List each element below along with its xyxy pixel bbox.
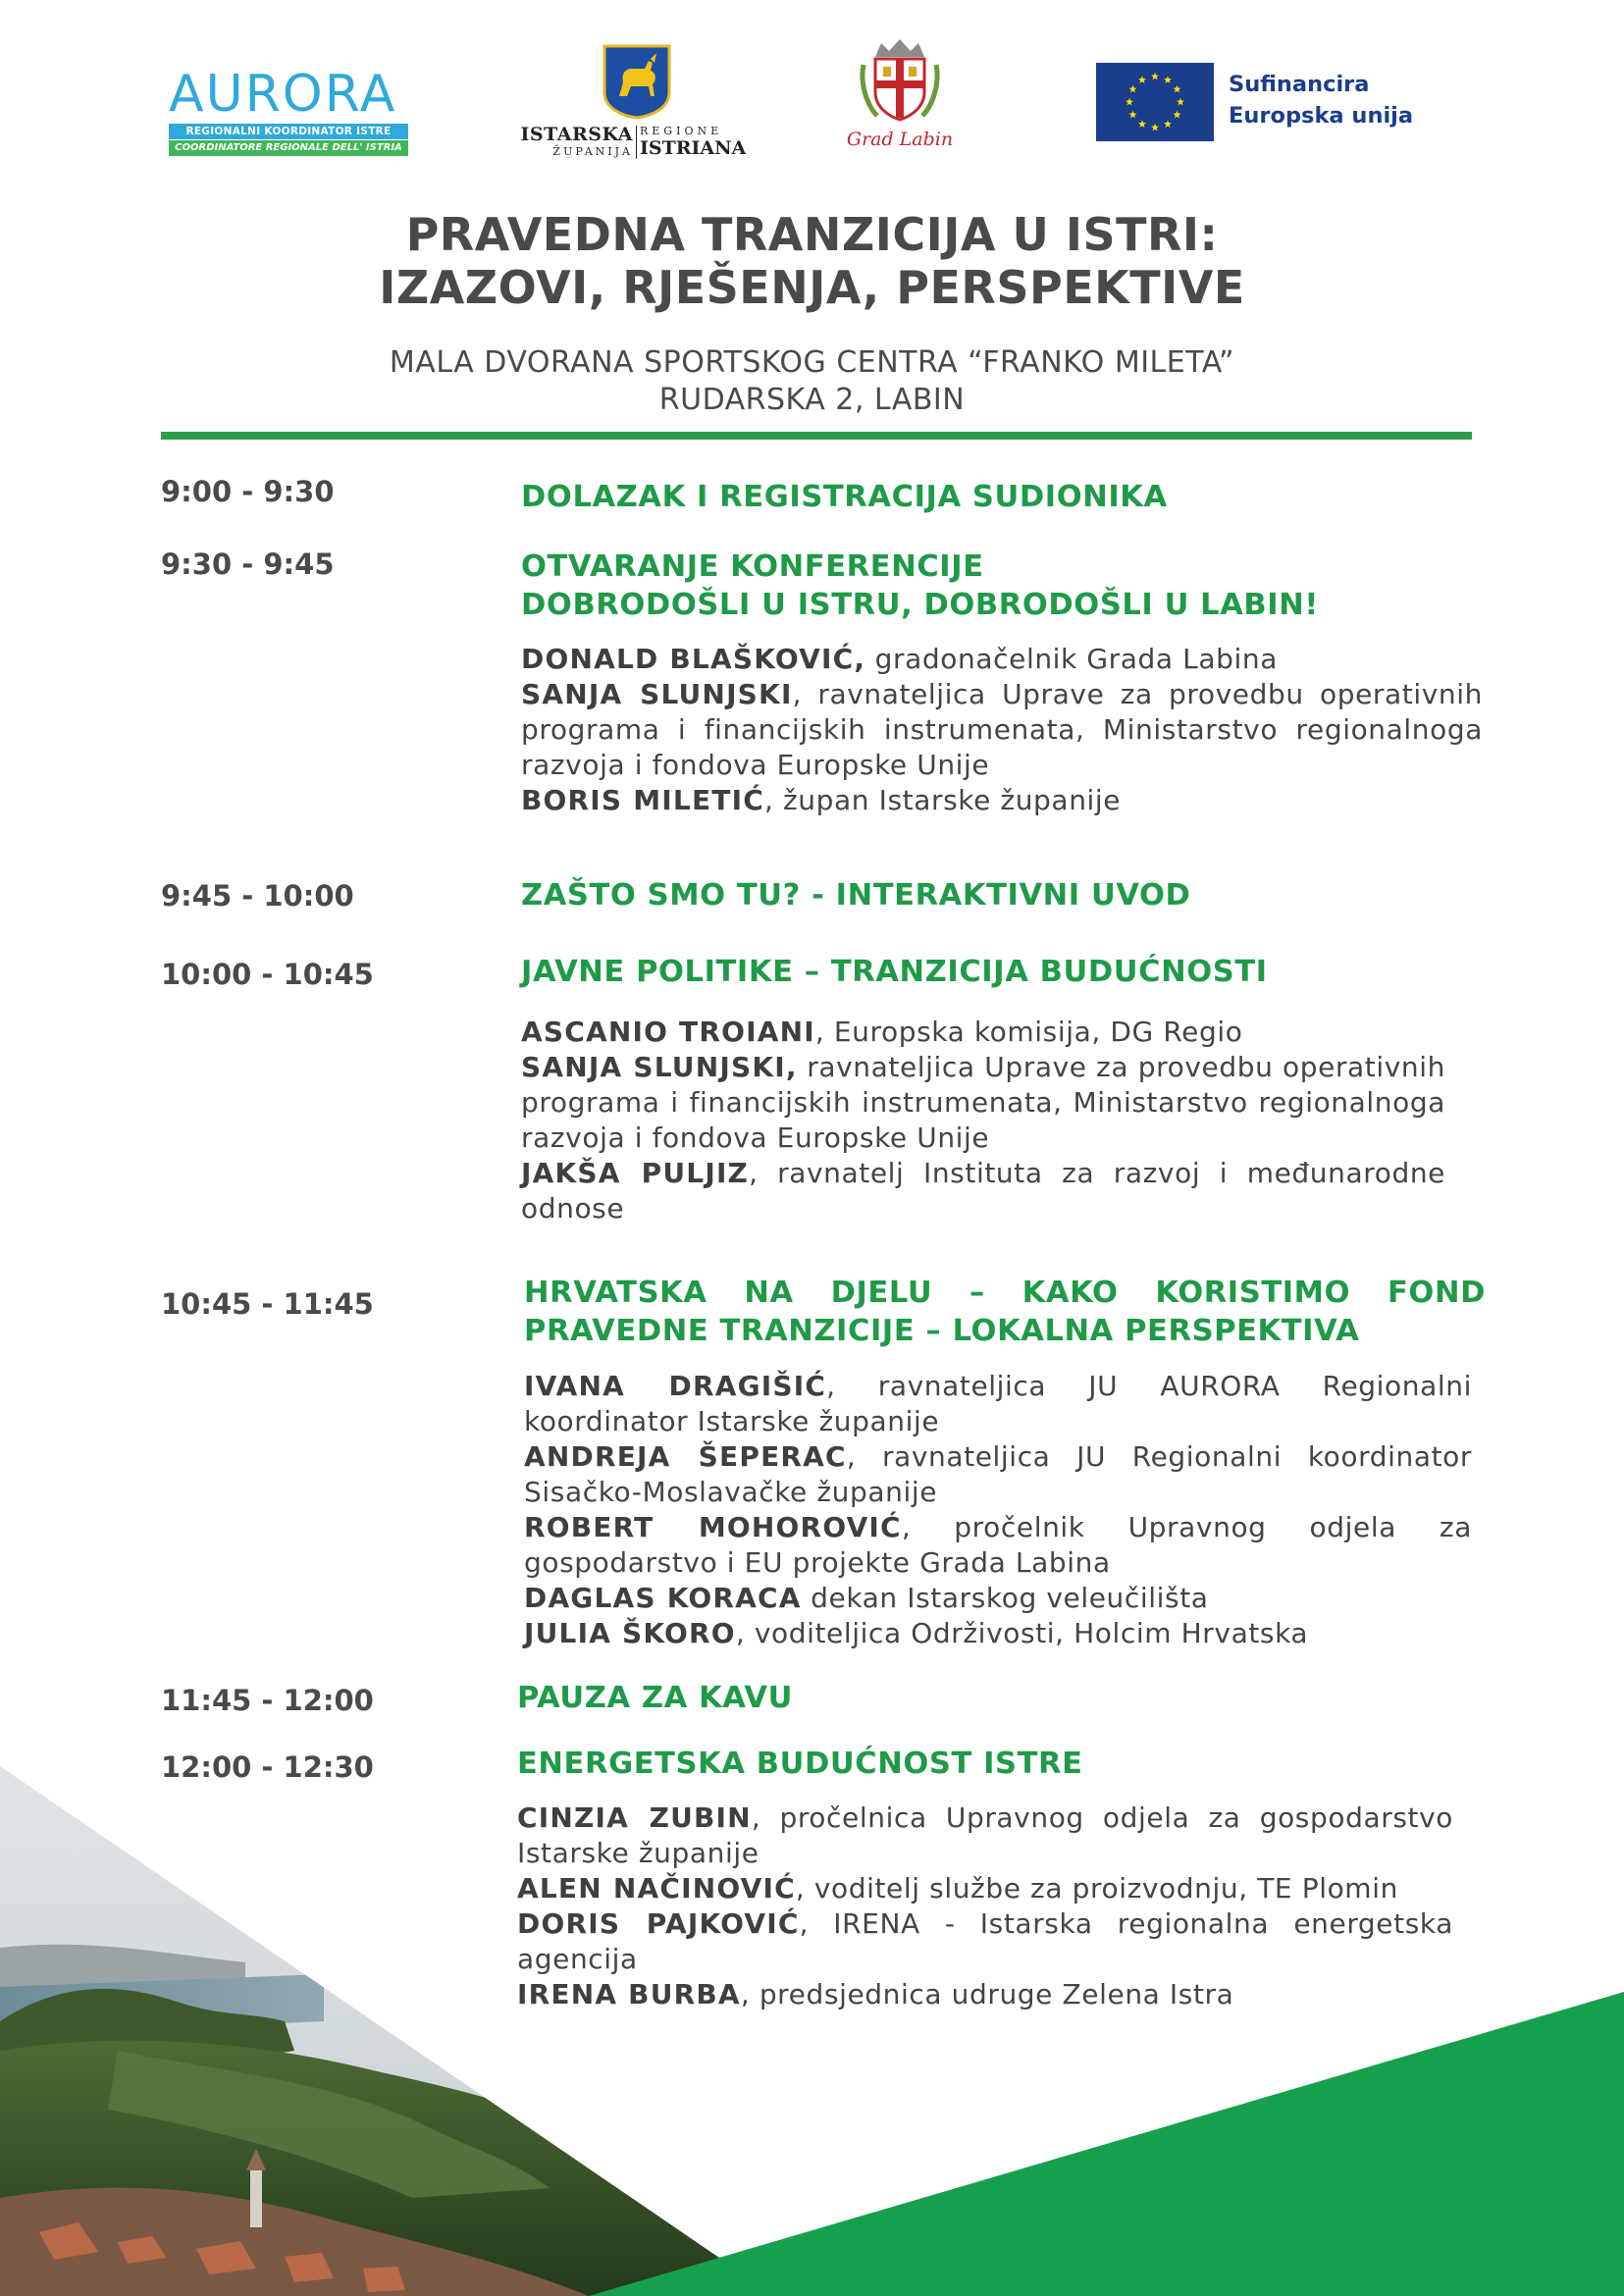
speaker-role: , župan Istarske županije [763, 784, 1122, 816]
agenda-heading: PRAVEDNE TRANZICIJE – LOKALNA PERSPEKTIVA [524, 1314, 1360, 1348]
speaker-role: , pročelnik Upravnog odjela za gospodarstvo i EU projekte Grada Labina [524, 1511, 1472, 1579]
speaker-name: DAGLAS KORACA [524, 1582, 802, 1614]
speaker [521, 1015, 1445, 1050]
speaker-role: , Europska komisija, DG Regio [814, 1016, 1243, 1048]
speaker [524, 1369, 1472, 1439]
agenda-time: 12:00 - 12:30 [161, 1750, 374, 1784]
agenda-heading: JAVNE POLITIKE – TRANZICIJA BUDUĆNOSTI [521, 955, 1268, 989]
agenda-heading: PAUZA ZA KAVU [517, 1681, 794, 1715]
speaker-name: CINZIA ZUBIN [517, 1801, 752, 1834]
speaker [517, 1800, 1453, 1871]
speaker-role: , predsjednica udruge Zelena Istra [740, 1978, 1234, 2010]
agenda-time: 9:30 - 9:45 [161, 548, 335, 581]
speaker [524, 1581, 1472, 1616]
speaker-name: IVANA DRAGIŠIĆ [524, 1370, 827, 1402]
speaker-list [517, 1800, 1453, 2012]
speaker [524, 1510, 1472, 1581]
venue-address: RUDARSKA 2, LABIN [658, 383, 966, 417]
speaker-list [524, 1369, 1472, 1651]
agenda-time: 10:00 - 10:45 [161, 958, 374, 991]
aurora-logo-subtitle-italian: COORDINATORE REGIONALE DELL' ISTRIA [169, 140, 408, 156]
agenda-heading: HRVATSKA NA DJELU – KAKO KORISTIMO FOND [524, 1276, 1486, 1310]
header-divider [161, 432, 1472, 440]
speaker-role: , voditelj službe za proizvodnju, TE Plomin [795, 1872, 1398, 1905]
speaker [521, 1050, 1445, 1156]
speaker [521, 642, 1483, 677]
speaker-role: , voditeljica Održivosti, Holcim Hrvatska [735, 1617, 1309, 1649]
istria-logo-subtext-left: ŽUPANIJA [552, 145, 633, 158]
speaker-role: dekan Istarskog veleučilišta [801, 1582, 1209, 1614]
aurora-logo-wordmark: AURORA [169, 65, 397, 124]
speaker-name: BORIS MILETIĆ [521, 784, 764, 816]
speaker-name: ASCANIO TROIANI [521, 1016, 815, 1048]
agenda-time: 9:00 - 9:30 [161, 475, 335, 508]
speaker-name: ROBERT MOHOROVIĆ [524, 1511, 902, 1543]
speaker-list [521, 642, 1483, 818]
agenda-heading: DOBRODOŠLI U ISTRU, DOBRODOŠLI U LABIN! [521, 588, 1319, 622]
istria-logo-text-left: ISTARSKA [520, 124, 633, 145]
aurora-logo-subtitle: REGIONALNI KOORDINATOR ISTRE [169, 124, 408, 139]
speaker [517, 1977, 1453, 2012]
agenda-heading: DOLAZAK I REGISTRACIJA SUDIONIKA [521, 480, 1168, 514]
agenda-heading: ENERGETSKA BUDUĆNOST ISTRE [517, 1747, 1083, 1781]
labin-coat-of-arms-icon [856, 35, 944, 126]
speaker [517, 1906, 1453, 1977]
agenda-heading: ZAŠTO SMO TU? - INTERAKTIVNI UVOD [521, 878, 1191, 913]
speaker-role: ravnateljica Uprave za provedbu operativnih programa i financijskih instrumenata, Ministarstvo regionalnoga razvoja i fondova Europske Unije [521, 1051, 1445, 1154]
speaker-name: ALEN NAČINOVIĆ [517, 1872, 796, 1905]
speaker-role: , ravnatelj Instituta za razvoj i međunarodne odnose [521, 1157, 1445, 1225]
speaker-name: DORIS PAJKOVIĆ [517, 1907, 800, 1940]
eu-cofunding-line2: Europska unija [1229, 103, 1414, 129]
agenda-time: 9:45 - 10:00 [161, 879, 354, 913]
speaker-role: , ravnateljica JU AURORA Regionalni koordinator Istarske županije [524, 1370, 1472, 1437]
agenda-time: 10:45 - 11:45 [161, 1287, 374, 1321]
speaker-role: , IRENA - Istarska regionalna energetska agencija [517, 1907, 1453, 1975]
page-title-line1: PRAVEDNA TRANZICIJA U ISTRI: [405, 208, 1219, 261]
speaker-role: gradonačelnik Grada Labina [865, 643, 1278, 675]
istria-coat-of-arms-icon [602, 43, 672, 120]
green-corner-shape [589, 1992, 1624, 2296]
speaker-name: JAKŠA PULJIZ [521, 1157, 750, 1189]
page-title [157, 208, 1467, 314]
speaker-name: DONALD BLAŠKOVIĆ, [521, 643, 866, 675]
agenda-time: 11:45 - 12:00 [161, 1684, 374, 1717]
speaker [524, 1616, 1472, 1651]
speaker-name: IRENA BURBA [517, 1978, 741, 2010]
speaker-name: JULIA ŠKORO [524, 1617, 736, 1649]
speaker [521, 1156, 1445, 1226]
speaker-role: , ravnateljica Uprave za provedbu operativnih programa i financijskih instrumenata, Ministarstvo regionalnoga razvoja i fondova Europske Unije [521, 678, 1483, 781]
speaker [517, 1871, 1453, 1906]
speaker-role: , ravnateljica JU Regionalni koordinator Sisačko-Moslavačke županije [524, 1440, 1472, 1508]
agenda-heading: OTVARANJE KONFERENCIJE [521, 549, 984, 584]
eu-cofunding-line1: Sufinancira [1229, 72, 1370, 97]
speaker-role: , pročelnica Upravnog odjela za gospodarstvo Istarske županije [517, 1801, 1454, 1869]
istria-logo-subtext-right: REGIONE [640, 125, 723, 137]
speaker-name: SANJA SLUNJSKI, [521, 1051, 798, 1083]
speaker [521, 677, 1483, 783]
speaker [524, 1439, 1472, 1510]
speaker-name: ANDREJA ŠEPERAC [524, 1440, 847, 1473]
istria-logo-text-right: ISTRIANA [640, 137, 747, 159]
venue [157, 344, 1467, 419]
venue-name: MALA DVORANA SPORTSKOG CENTRA “FRANKO MILETA” [389, 345, 1235, 380]
speaker-name: SANJA SLUNJSKI [521, 678, 793, 710]
page-title-line2: IZAZOVI, RJEŠENJA, PERSPEKTIVE [379, 261, 1245, 314]
speaker-list [521, 1015, 1445, 1226]
eu-flag-icon [1096, 63, 1214, 141]
labin-logo-text: Grad Labin [846, 129, 954, 150]
speaker [521, 783, 1483, 818]
istria-logo-divider [636, 126, 637, 159]
eu-cofunding-text [1229, 69, 1425, 131]
